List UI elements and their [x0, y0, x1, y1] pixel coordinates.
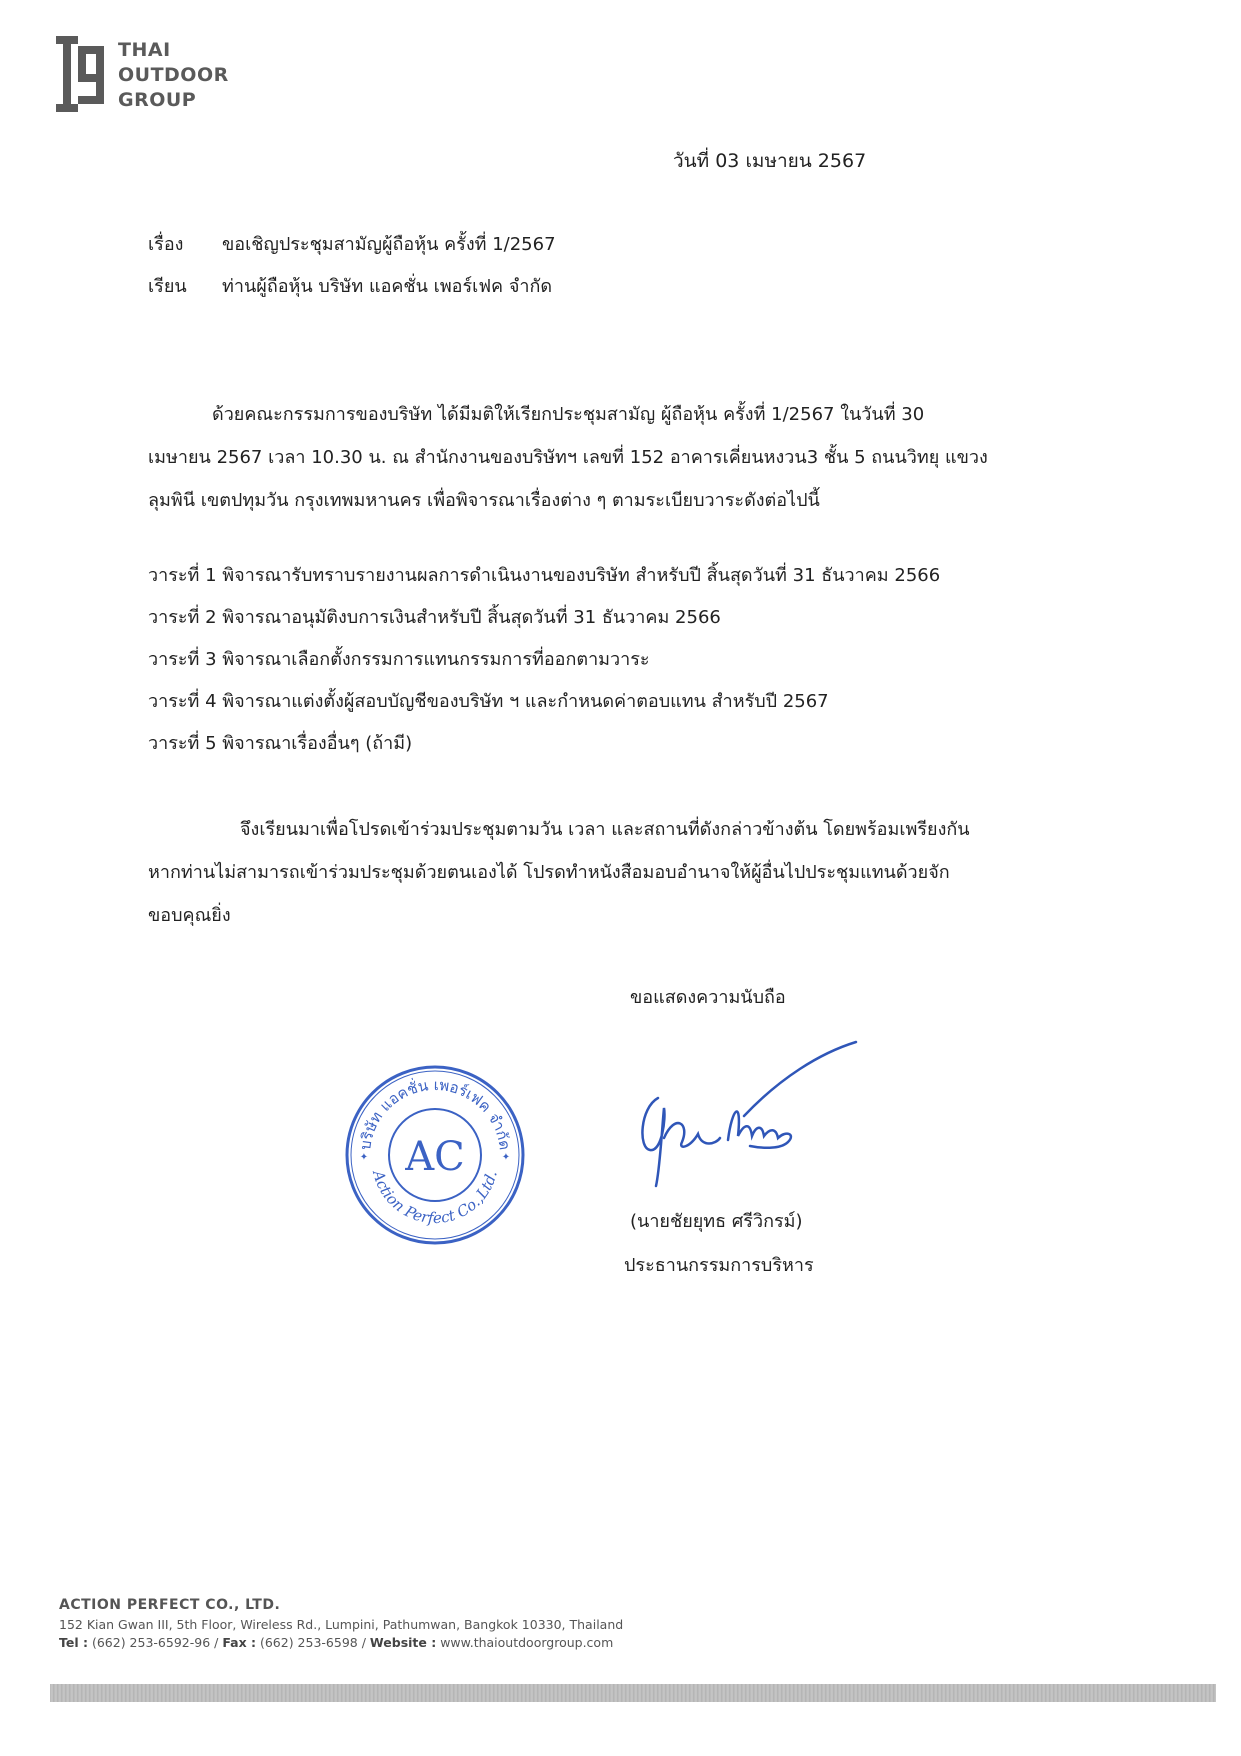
- footer-contact: Tel : (662) 253-6592-96 / Fax : (662) 253-6598 / Website : www.thaioutdoorgroup.com: [59, 1635, 614, 1650]
- agenda-item: วาระที่ 5 พิจารณาเรื่องอื่นๆ (ถ้ามี): [148, 733, 413, 754]
- subject-label: เรื่อง: [148, 234, 184, 255]
- tel-label: Tel :: [59, 1635, 88, 1650]
- signatory-name: (นายชัยยุทธ ศรีวิกรม์): [630, 1211, 803, 1232]
- agenda-item: วาระที่ 4 พิจารณาแต่งตั้งผู้สอบบัญชีของบริษัท ฯ และกำหนดค่าตอบแทน สำหรับปี 2567: [148, 691, 829, 712]
- intro-line-3: ลุมพินี เขตปทุมวัน กรุงเทพมหานคร เพื่อพิจารณาเรื่องต่าง ๆ ตามระเบียบวาระดังต่อไปนี้: [148, 490, 820, 511]
- svg-text:Action Perfect Co.,Ltd.: Action Perfect Co.,Ltd.: [369, 1168, 501, 1228]
- logo-wordmark: [118, 38, 229, 113]
- subject-line: [148, 229, 556, 258]
- svg-text:✦: ✦: [501, 1152, 511, 1163]
- signatory-title: ประธานกรรมการบริหาร: [624, 1255, 814, 1276]
- agenda-item: วาระที่ 1 พิจารณารับทราบรายงานผลการดำเนินงานของบริษัท สำหรับปี สิ้นสุดวันที่ 31 ธันวาคม 2566: [148, 565, 941, 586]
- company-seal: [340, 1060, 530, 1250]
- svg-text:✦: ✦: [359, 1152, 369, 1163]
- website-link[interactable]: www.thaioutdoorgroup.com: [440, 1635, 614, 1650]
- logo-line-2: OUTDOOR: [118, 64, 229, 86]
- recipient-text: ท่านผู้ถือหุ้น บริษัท แอคชั่น เพอร์เฟค จำกัด: [222, 276, 553, 297]
- svg-text:บริษัท แอคชั่น เพอร์เฟค จำกัด: บริษัท แอคชั่น เพอร์เฟค จำกัด: [356, 1075, 514, 1152]
- letterhead-footer: [59, 1597, 623, 1650]
- intro-line-2: เมษายน 2567 เวลา 10.30 น. ณ สำนักงานของบริษัทฯ เลขที่ 152 อาคารเคี่ยนหงวน3 ชั้น 5 ถนนวิทยุ แขวง: [148, 447, 988, 468]
- invitation-line-2: หากท่านไม่สามารถเข้าร่วมประชุมด้วยตนเองได้ โปรดทำหนังสือมอบอำนาจให้ผู้อื่นไปประชุมแทนด้วยจัก: [148, 862, 950, 883]
- invitation-line-3: ขอบคุณยิ่ง: [148, 905, 231, 926]
- footer-address: 152 Kian Gwan III, 5th Floor, Wireless Rd., Lumpini, Pathumwan, Bangkok 10330, Thailand: [59, 1617, 624, 1632]
- logo-line-1: THAI: [118, 39, 171, 61]
- recipient-label: เรียน: [148, 276, 187, 297]
- logo-line-3: GROUP: [118, 89, 197, 111]
- agenda-item: วาระที่ 2 พิจารณาอนุมัติงบการเงินสำหรับปี สิ้นสุดวันที่ 31 ธันวาคม 2566: [148, 607, 721, 628]
- svg-text:AC: AC: [405, 1134, 465, 1180]
- handwritten-signature: [620, 1038, 870, 1188]
- agenda-item: วาระที่ 3 พิจารณาเลือกตั้งกรรมการแทนกรรมการที่ออกตามวาระ: [148, 649, 650, 670]
- subject-text: ขอเชิญประชุมสามัญผู้ถือหุ้น ครั้งที่ 1/2567: [222, 234, 556, 255]
- recipient-line: [148, 271, 552, 300]
- company-logo: [56, 36, 256, 116]
- letter-date: วันที่ 03 เมษายน 2567: [673, 150, 867, 172]
- fax-number: (662) 253-6598: [259, 1635, 358, 1650]
- tel-number: (662) 253-6592-96: [91, 1635, 211, 1650]
- tg-logo-icon: [56, 36, 106, 112]
- closing-salutation: ขอแสดงความนับถือ: [630, 987, 786, 1008]
- intro-line-1: ด้วยคณะกรรมการของบริษัท ได้มีมติให้เรียกประชุมสามัญ ผู้ถือหุ้น ครั้งที่ 1/2567 ในวันที่ 30: [212, 404, 925, 425]
- invitation-paragraph: [148, 808, 1088, 937]
- fax-label: Fax :: [222, 1635, 256, 1650]
- invitation-line-1: จึงเรียนมาเพื่อโปรดเข้าร่วมประชุมตามวัน เวลา และสถานที่ดังกล่าวข้างต้น โดยพร้อมเพรียงกัน: [240, 819, 970, 840]
- footer-band: [50, 1684, 1216, 1702]
- agenda-list: [148, 555, 940, 765]
- website-label: Website :: [369, 1635, 437, 1650]
- intro-paragraph: [148, 393, 1088, 522]
- footer-company-name: ACTION PERFECT CO., LTD.: [59, 1597, 281, 1613]
